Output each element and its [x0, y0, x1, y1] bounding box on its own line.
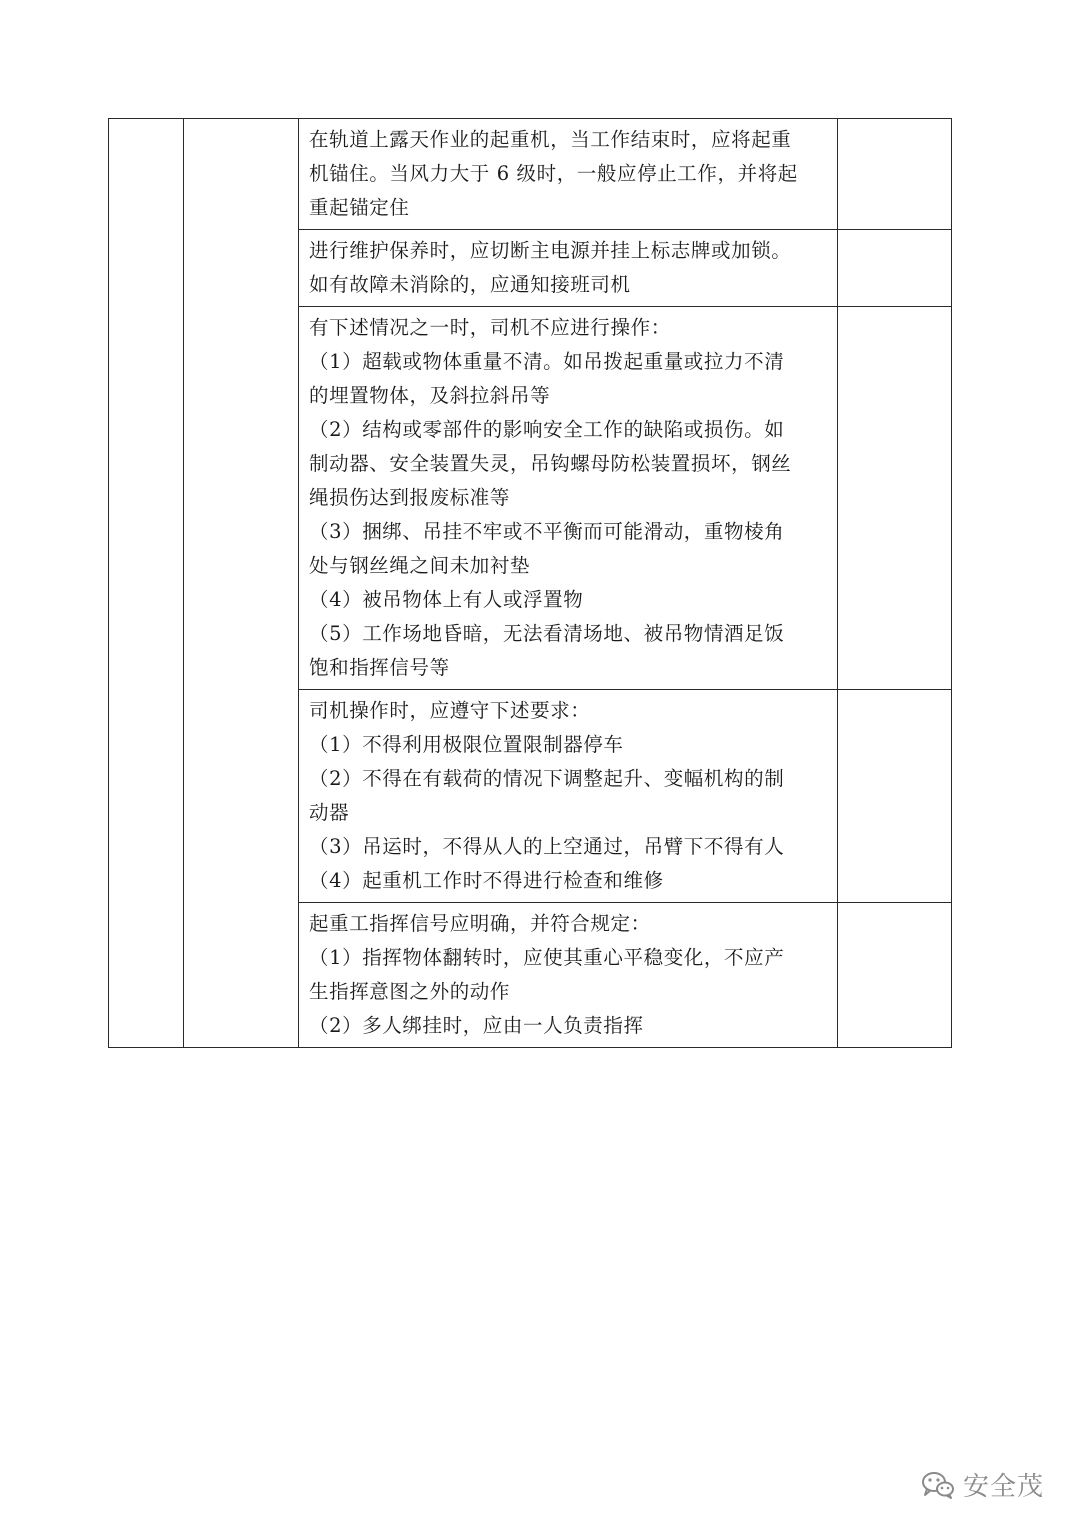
requirement-line: 司机操作时，应遵守下述要求：	[309, 699, 591, 722]
result-cell	[838, 690, 952, 903]
requirement-line: 绳损伤达到报废标准等	[309, 486, 511, 509]
requirement-line: 制动器、安全装置失灵，吊钩螺母防松装置损坏，钢丝	[309, 452, 792, 475]
requirement-line: 处与钢丝绳之间未加衬垫	[309, 554, 531, 577]
requirement-line: 在轨道上露天作业的起重机，当工作结束时，应将起重	[309, 128, 792, 151]
result-cell	[838, 307, 952, 690]
requirement-cell	[299, 903, 838, 1048]
requirement-line: 有下述情况之一时，司机不应进行操作：	[309, 316, 671, 339]
requirement-line: （2）多人绑挂时，应由一人负责指挥	[309, 1014, 644, 1037]
safety-requirements-table	[108, 118, 952, 1048]
watermark	[921, 1466, 1044, 1503]
requirement-cell	[299, 307, 838, 690]
category-cell	[109, 119, 184, 1048]
item-cell	[184, 119, 299, 1048]
result-cell	[838, 230, 952, 307]
requirement-line: 动器	[309, 801, 350, 824]
requirement-line: （4）起重机工作时不得进行检查和维修	[309, 869, 664, 892]
requirement-line: （4）被吊物体上有人或浮置物	[309, 588, 584, 611]
requirement-cell	[299, 690, 838, 903]
requirement-line: 机锚住。当风力大于 6 级时，一般应停止工作，并将起	[309, 162, 798, 185]
requirement-line: 进行维护保养时，应切断主电源并挂上标志牌或加锁。	[309, 239, 792, 262]
requirement-line: （3）捆绑、吊挂不牢或不平衡而可能滑动，重物棱角	[309, 520, 785, 543]
requirement-line: （1）不得利用极限位置限制器停车	[309, 733, 624, 756]
requirement-line: （1）超载或物体重量不清。如吊拨起重量或拉力不清	[309, 350, 785, 373]
requirement-cell	[299, 119, 838, 230]
requirement-line: （3）吊运时，不得从人的上空通过，吊臂下不得有人	[309, 835, 785, 858]
requirement-line: 重起锚定住	[309, 196, 410, 219]
requirement-line: （2）结构或零部件的影响安全工作的缺陷或损伤。如	[309, 418, 785, 441]
requirement-line: （2）不得在有载荷的情况下调整起升、变幅机构的制	[309, 767, 785, 790]
requirement-line: 起重工指挥信号应明确，并符合规定：	[309, 912, 651, 935]
wechat-icon	[921, 1470, 955, 1500]
table-row	[109, 119, 952, 230]
requirement-line: 如有故障未消除的，应通知接班司机	[309, 273, 631, 296]
requirement-cell	[299, 230, 838, 307]
requirement-line: 饱和指挥信号等	[309, 656, 450, 679]
result-cell	[838, 119, 952, 230]
requirement-line: 的埋置物体，及斜拉斜吊等	[309, 384, 551, 407]
requirement-line: 生指挥意图之外的动作	[309, 980, 511, 1003]
watermark-text: 安全茂	[962, 1472, 1044, 1502]
result-cell	[838, 903, 952, 1048]
requirement-line: （5）工作场地昏暗，无法看清场地、被吊物情酒足饭	[309, 622, 785, 645]
requirement-line: （1）指挥物体翻转时，应使其重心平稳变化，不应产	[309, 946, 785, 969]
